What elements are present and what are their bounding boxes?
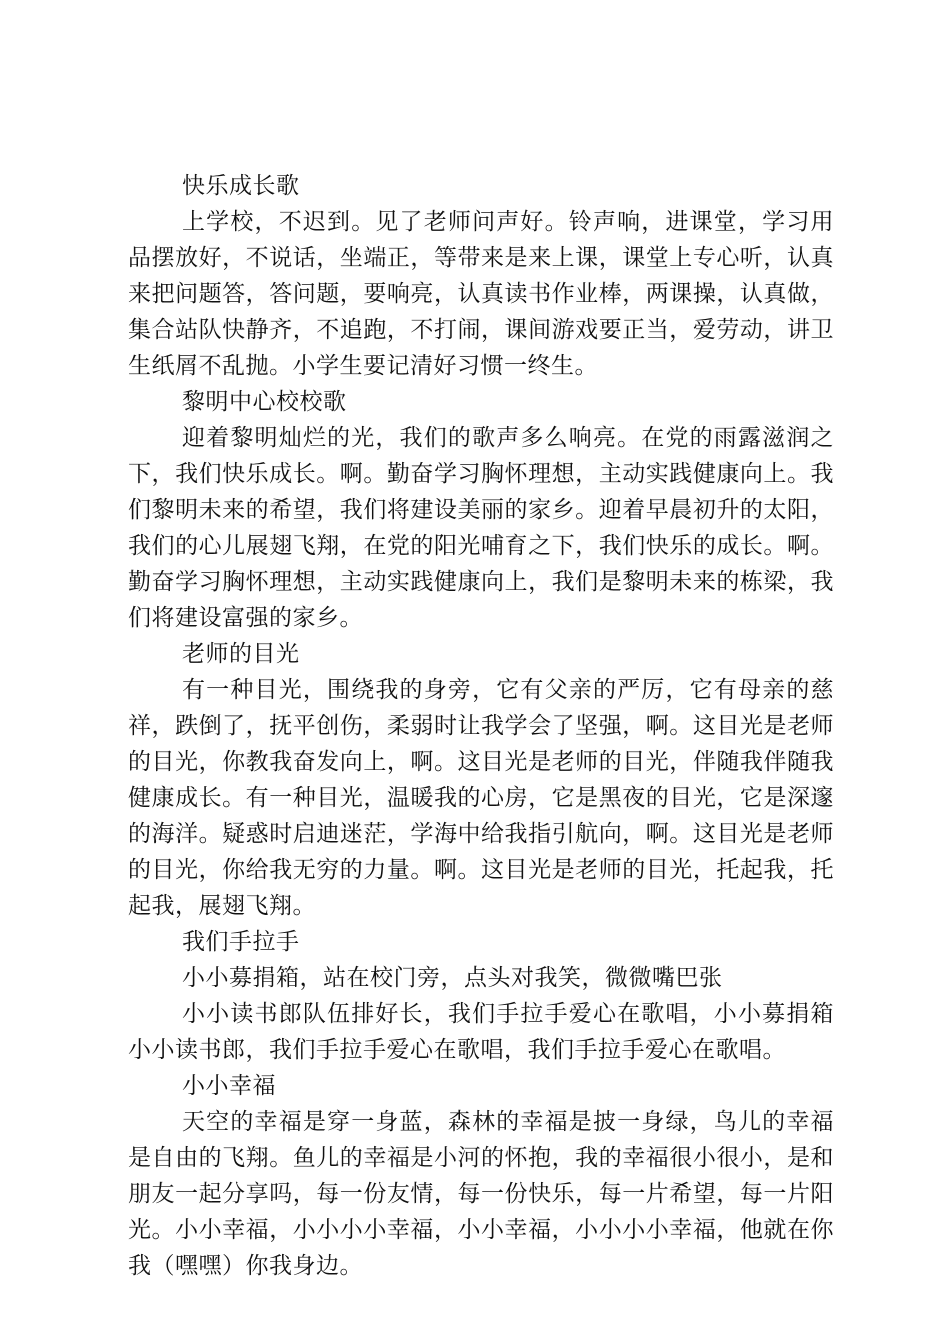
song-lyrics: 有一种目光，围绕我的身旁，它有父亲的严厉，它有母亲的慈祥，跌倒了，抚平创伤，柔弱时让我学会了坚强，啊。这目光是老师的目光，你教我奋发向上，啊。这目光是老师的目光，伴随我伴随我健康成长。有一种目光，温暖我的心房，它是黑夜的目光，它是深邃的海洋。疑惑时启迪迷茫，学海中给我指引航向，啊。这目光是老师的目光，你给我无穷的力量。啊。这目光是老师的目光，托起我，托起我，展翅飞翔。 [128, 677, 834, 919]
document-page [128, 168, 834, 1284]
song-title: 黎明中心校校歌 [182, 389, 347, 415]
song-lyrics: 天空的幸福是穿一身蓝，森林的幸福是披一身绿，鸟儿的幸福是自由的飞翔。鱼儿的幸福是小河的怀抱，我的幸福很小很小，是和朋友一起分享吗，每一份友情，每一份快乐，每一片希望，每一片阳光。小小幸福，小小小小幸福，小小幸福，小小小小幸福，他就在你我（嘿嘿）你我身边。 [128, 1109, 834, 1279]
song-title: 小小幸福 [182, 1073, 276, 1099]
song-lyrics: 迎着黎明灿烂的光，我们的歌声多么响亮。在党的雨露滋润之下，我们快乐成长。啊。勤奋学习胸怀理想，主动实践健康向上。我们黎明未来的希望，我们将建设美丽的家乡。迎着早晨初升的太阳，我们的心儿展翅飞翔，在党的阳光哺育之下，我们快乐的成长。啊。勤奋学习胸怀理想，主动实践健康向上，我们是黎明未来的栋梁，我们将建设富强的家乡。 [128, 425, 834, 631]
song-section-little-happiness [128, 1068, 834, 1284]
song-lyrics: 上学校，不迟到。见了老师问声好。铃声响，进课堂，学习用品摆放好，不说话，坐端正，等带来是来上课，课堂上专心听，认真来把问题答，答问题，要响亮，认真读书作业棒，两课操，认真做，集合站队快静齐，不追跑，不打闹，课间游戏要正当，爱劳动，讲卫生纸屑不乱抛。小学生要记清好习惯一终生。 [128, 209, 834, 379]
song-section-happy-growth [128, 168, 834, 384]
song-section-teacher-gaze [128, 636, 834, 924]
song-title: 我们手拉手 [182, 929, 300, 955]
song-section-liming-school [128, 384, 834, 636]
song-lyrics: 小小读书郎队伍排好长，我们手拉手爱心在歌唱，小小募捐箱小小读书郎，我们手拉手爱心在歌唱，我们手拉手爱心在歌唱。 [128, 1001, 834, 1063]
song-title: 老师的目光 [182, 641, 300, 667]
song-title: 快乐成长歌 [182, 173, 300, 199]
song-lyrics: 小小募捐箱，站在校门旁，点头对我笑，微微嘴巴张 [182, 965, 723, 991]
song-section-hand-in-hand [128, 924, 834, 1068]
